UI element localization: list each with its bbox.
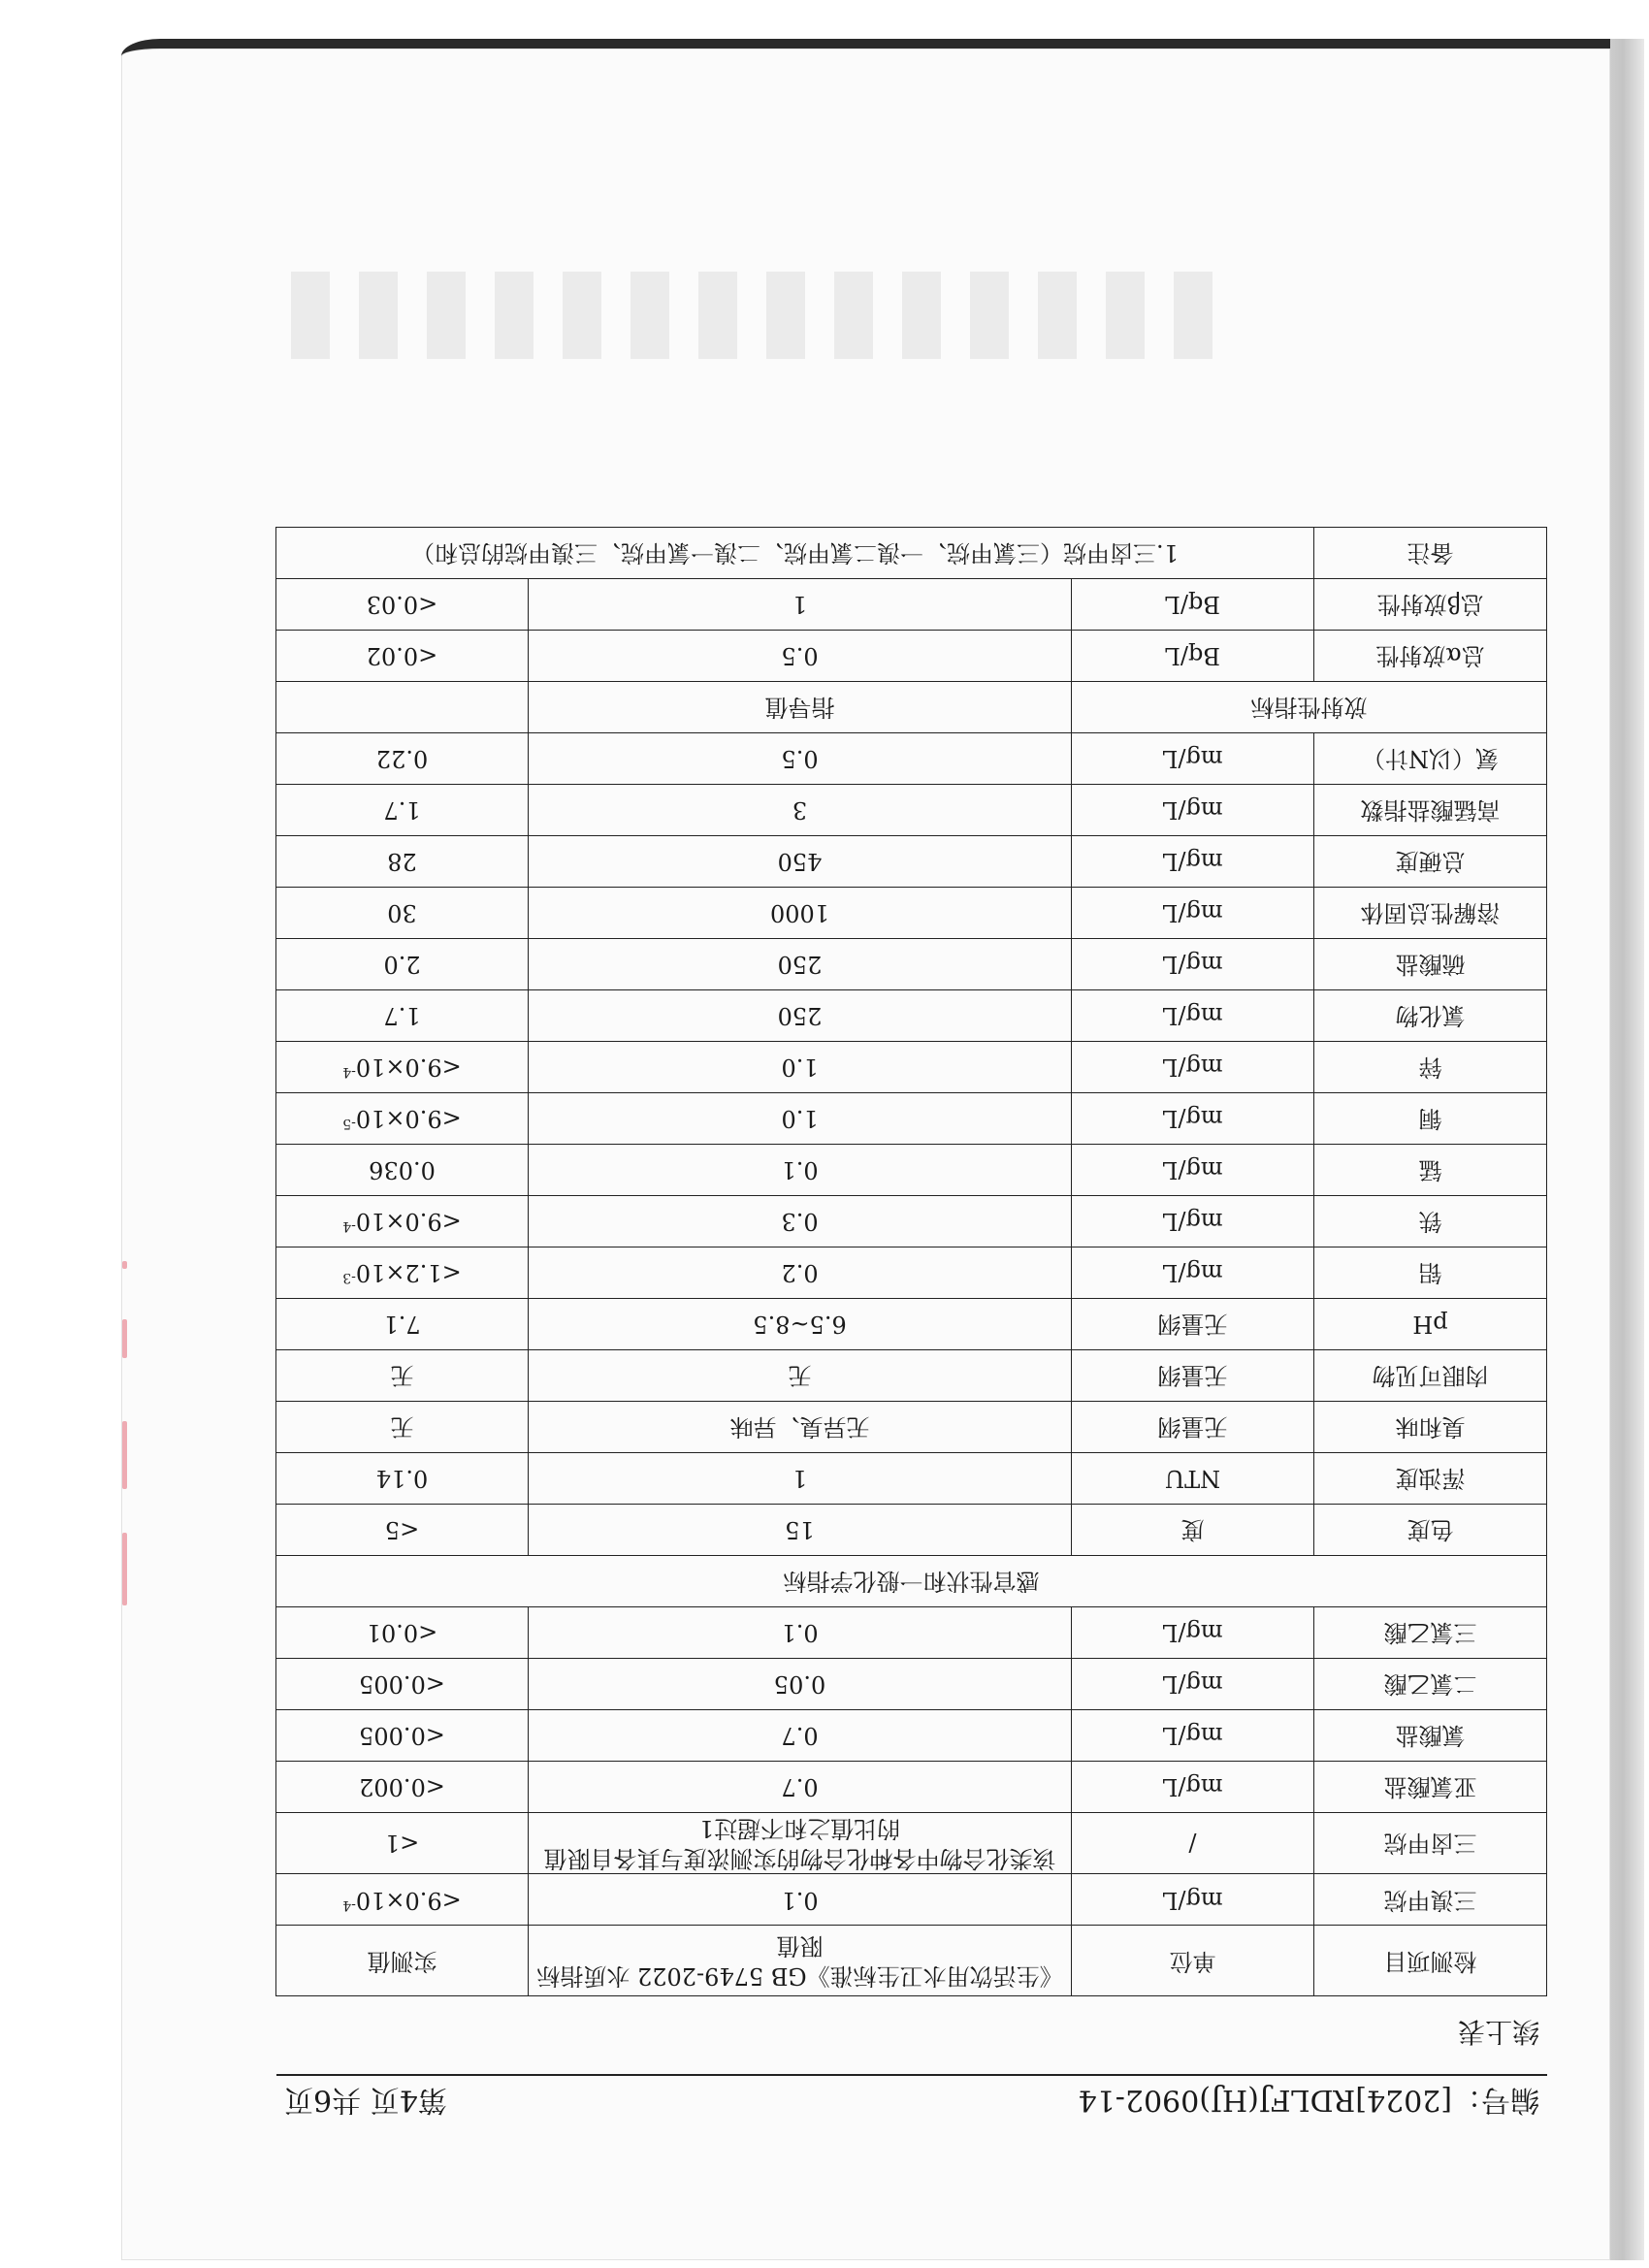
cell-unit: 无量纲 (1072, 1401, 1314, 1452)
cell-value (276, 1761, 529, 1812)
cell-value (276, 1349, 529, 1401)
cell-limit: 0.5 (529, 732, 1072, 784)
table-row (276, 1452, 1547, 1504)
table-row (276, 1606, 1547, 1658)
rows-disinfection-byproducts (276, 1606, 1547, 1925)
table-row (276, 989, 1547, 1041)
cell-value (276, 1298, 529, 1349)
cell-item: 三溴甲烷 (1314, 1874, 1547, 1926)
value-text: <0.005 (359, 1670, 445, 1699)
cell-value (276, 732, 529, 784)
remark-text: 1.三卤甲烷（三氯甲烷、一溴二氯甲烷、二溴一氯甲烷、三溴甲烷的总和） (276, 527, 1314, 578)
cell-item: 溶解性总固体 (1314, 887, 1547, 938)
cell-unit: mg/L (1072, 732, 1314, 784)
rows-sensory-chemical (276, 732, 1547, 1555)
cell-unit: mg/L (1072, 1144, 1314, 1195)
table-row (276, 887, 1547, 938)
cell-limit: 0.05 (529, 1658, 1072, 1709)
cell-limit: 0.1 (529, 1606, 1072, 1658)
report-number: 编号：[2024]RDLFJ(HJ)0902-14 (1078, 2083, 1539, 2117)
cell-limit: 1 (529, 578, 1072, 630)
cell-item: 氯酸盐 (1314, 1709, 1547, 1761)
cell-unit: mg/L (1072, 784, 1314, 835)
cell-value (276, 1247, 529, 1298)
value-text: 7.1 (383, 1311, 421, 1339)
header-limit: 《生活饮用水卫生标准》GB 5749-2022 水质指标限值 (529, 1926, 1072, 1996)
cell-unit: NTU (1072, 1452, 1314, 1504)
cell-item: 总β放射性 (1314, 578, 1547, 630)
cell-limit: 1 (529, 1452, 1072, 1504)
value-text: <1 (384, 1830, 420, 1858)
cell-value (276, 578, 529, 630)
cell-limit: 15 (529, 1504, 1072, 1555)
cell-limit: 0.1 (529, 1144, 1072, 1195)
section-radio-note: 指导值 (529, 681, 1072, 732)
cell-value (276, 835, 529, 887)
cell-value (276, 1504, 529, 1555)
value-text: <0.005 (359, 1722, 445, 1750)
table-row (276, 1812, 1547, 1873)
value-text: <9.0×10 (355, 1053, 462, 1082)
cell-item: 总硬度 (1314, 835, 1547, 887)
cell-limit: 0.1 (529, 1874, 1072, 1926)
table-row (276, 1349, 1547, 1401)
value-exponent: -4 (342, 1896, 356, 1913)
cell-limit: 6.5~8.5 (529, 1298, 1072, 1349)
value-text: 0.036 (369, 1156, 436, 1184)
cell-unit: / (1072, 1812, 1314, 1873)
value-text: 0.14 (375, 1465, 429, 1493)
section-row (276, 1555, 1547, 1606)
cell-unit: 无量纲 (1072, 1298, 1314, 1349)
table-row (276, 784, 1547, 835)
cell-limit: 1.0 (529, 1041, 1072, 1092)
cell-item: 亚氯酸盐 (1314, 1761, 1547, 1812)
table-row (276, 1144, 1547, 1195)
cell-limit: 无 (529, 1349, 1072, 1401)
cell-limit: 250 (529, 989, 1072, 1041)
cell-value (276, 1452, 529, 1504)
cell-value (276, 1874, 529, 1926)
document-header (276, 2074, 1547, 2124)
section-sensory-title: 感官性状和一般化学指标 (276, 1555, 1547, 1606)
remark-row (276, 527, 1547, 578)
value-exponent: -5 (342, 1116, 356, 1132)
cell-value (276, 1195, 529, 1247)
value-text: 1.7 (383, 796, 421, 825)
value-text: <0.02 (366, 642, 438, 670)
cell-item: 三卤甲烷 (1314, 1812, 1547, 1873)
cell-item: 锌 (1314, 1041, 1547, 1092)
cell-limit: 0.7 (529, 1761, 1072, 1812)
cell-value (276, 1401, 529, 1452)
cell-value (276, 784, 529, 835)
value-text: 30 (387, 899, 417, 927)
remark-label: 备注 (1314, 527, 1547, 578)
cell-limit: 1.0 (529, 1092, 1072, 1144)
cell-value (276, 1812, 529, 1873)
table-row (276, 578, 1547, 630)
table-row (276, 1092, 1547, 1144)
red-seal-fragment (116, 1261, 146, 1610)
cell-unit: mg/L (1072, 1761, 1314, 1812)
table-row (276, 630, 1547, 681)
section-row (276, 681, 1547, 732)
cell-value (276, 1041, 529, 1092)
cell-limit: 0.7 (529, 1709, 1072, 1761)
table-row (276, 1298, 1547, 1349)
table-row (276, 1504, 1547, 1555)
cell-unit: mg/L (1072, 1041, 1314, 1092)
value-text: <9.0×10 (355, 1105, 462, 1133)
cell-item: 氨（以N计） (1314, 732, 1547, 784)
value-text: 无 (390, 1362, 414, 1390)
cell-item: 肉眼可见物 (1314, 1349, 1547, 1401)
cell-unit: mg/L (1072, 1247, 1314, 1298)
cell-limit: 1000 (529, 887, 1072, 938)
value-text: <0.03 (366, 591, 438, 619)
table-row (276, 835, 1547, 887)
table-row (276, 1709, 1547, 1761)
section-radio-title: 放射性指标 (1072, 681, 1547, 732)
cell-unit: mg/L (1072, 1092, 1314, 1144)
cell-item: pH (1314, 1298, 1547, 1349)
cell-item: 色度 (1314, 1504, 1547, 1555)
cell-limit: 无异臭、异味 (529, 1401, 1072, 1452)
cell-item: 锰 (1314, 1144, 1547, 1195)
cell-value (276, 1092, 529, 1144)
cell-unit: Bq/L (1072, 630, 1314, 681)
cell-item: 铝 (1314, 1247, 1547, 1298)
header-item: 检测项目 (1314, 1926, 1547, 1996)
cell-item: 高锰酸盐指数 (1314, 784, 1547, 835)
cell-item: 铜 (1314, 1092, 1547, 1144)
cell-item: 氯化物 (1314, 989, 1547, 1041)
rotated-document-content (276, 485, 1547, 2124)
cell-item: 铁 (1314, 1195, 1547, 1247)
table-header-row (276, 1926, 1547, 1996)
cell-limit: 该类化合物中各种化合物的实测浓度与其各自限值的比值之和不超过1 (529, 1812, 1072, 1873)
cell-value (276, 989, 529, 1041)
cell-value (276, 1709, 529, 1761)
cell-value (276, 1144, 529, 1195)
cell-unit: mg/L (1072, 887, 1314, 938)
cell-item: 硫酸盐 (1314, 938, 1547, 989)
value-text: <0.01 (366, 1619, 438, 1647)
cell-unit: Bq/L (1072, 578, 1314, 630)
cell-unit: 度 (1072, 1504, 1314, 1555)
cell-item: 总α放射性 (1314, 630, 1547, 681)
cell-unit: mg/L (1072, 1195, 1314, 1247)
value-text: 0.22 (375, 745, 429, 773)
value-text: <9.0×10 (355, 1208, 462, 1236)
cell-unit: mg/L (1072, 835, 1314, 887)
cell-value (276, 887, 529, 938)
value-text: 无 (390, 1413, 414, 1442)
cell-unit: mg/L (1072, 1874, 1314, 1926)
rows-radioactivity (276, 578, 1547, 681)
value-exponent: -4 (342, 1064, 356, 1081)
value-exponent: -3 (342, 1270, 356, 1286)
continuation-label: 续上表 (1457, 2016, 1539, 2048)
cell-value (276, 938, 529, 989)
table-row (276, 1195, 1547, 1247)
table-row (276, 1658, 1547, 1709)
value-exponent: -4 (342, 1218, 356, 1235)
cell-unit: mg/L (1072, 1658, 1314, 1709)
cell-limit: 3 (529, 784, 1072, 835)
cell-limit: 0.3 (529, 1195, 1072, 1247)
section-radio-empty (276, 681, 529, 732)
cell-unit: mg/L (1072, 1709, 1314, 1761)
cell-limit: 0.5 (529, 630, 1072, 681)
value-text: <9.0×10 (355, 1886, 462, 1914)
page-info: 第4页 共6页 (284, 2083, 447, 2117)
cell-item: 三氯乙酸 (1314, 1606, 1547, 1658)
value-text: <5 (384, 1516, 420, 1544)
show-through-text (291, 272, 1242, 359)
header-value: 实测值 (276, 1926, 529, 1996)
cell-limit: 250 (529, 938, 1072, 989)
table-row (276, 1247, 1547, 1298)
header-unit: 单位 (1072, 1926, 1314, 1996)
value-text: 28 (387, 848, 417, 876)
value-text: <0.002 (359, 1773, 445, 1801)
table-row (276, 1041, 1547, 1092)
results-table (275, 527, 1547, 1996)
cell-item: 二氯乙酸 (1314, 1658, 1547, 1709)
value-text: 1.7 (383, 1002, 421, 1030)
cell-item: 臭和味 (1314, 1401, 1547, 1452)
cell-item: 浑浊度 (1314, 1452, 1547, 1504)
cell-unit: mg/L (1072, 989, 1314, 1041)
table-row (276, 1874, 1547, 1926)
table-row (276, 1761, 1547, 1812)
cell-unit: mg/L (1072, 938, 1314, 989)
value-text: <1.2×10 (355, 1259, 462, 1287)
table-row (276, 938, 1547, 989)
cell-limit: 450 (529, 835, 1072, 887)
cell-limit: 0.2 (529, 1247, 1072, 1298)
value-text: 2.0 (383, 951, 421, 979)
table-row (276, 1401, 1547, 1452)
cell-unit: mg/L (1072, 1606, 1314, 1658)
cell-value (276, 1658, 529, 1709)
cell-value (276, 1606, 529, 1658)
cell-value (276, 630, 529, 681)
cell-unit: 无量纲 (1072, 1349, 1314, 1401)
table-row (276, 732, 1547, 784)
